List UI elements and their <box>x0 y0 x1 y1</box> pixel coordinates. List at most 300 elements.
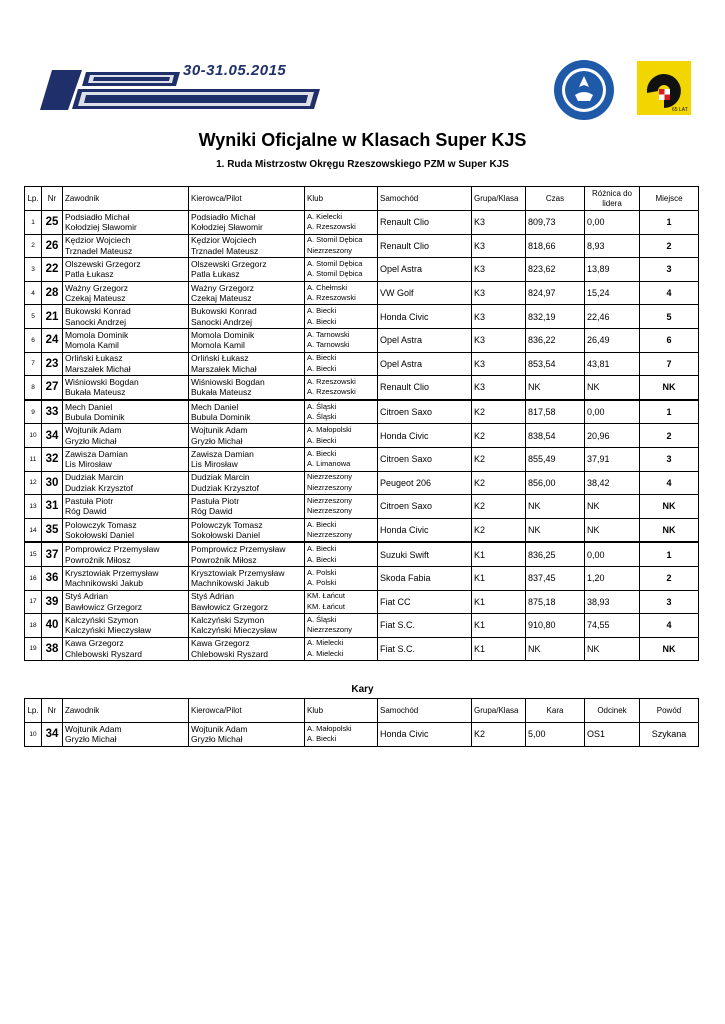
kierowca-codriver: Kołodziej Sławomir <box>191 222 263 233</box>
cell-kierowca <box>189 447 305 471</box>
cell-samochod: Citroen Saxo <box>378 400 472 424</box>
klub-codriver: KM. Łańcut <box>307 601 345 611</box>
cell-czas: 832,19 <box>526 305 585 329</box>
cell-miejsce: 2 <box>640 424 699 448</box>
klub-driver: A. Małopolski <box>307 425 352 435</box>
klub-codriver: Niezrzeszony <box>307 245 353 255</box>
cell-grupa: K3 <box>472 234 526 258</box>
cell-samochod: Honda Civic <box>378 305 472 329</box>
kierowca-codriver: Machnikowski Jakub <box>191 578 269 589</box>
cell-powod: Szykana <box>640 723 699 747</box>
cell-samochod: VW Golf <box>378 281 472 305</box>
event-date: 30-31.05.2015 <box>183 62 287 79</box>
table-row <box>25 424 699 448</box>
cell-roznica: NK <box>585 518 640 542</box>
kierowca-driver: Kalczyński Szymon <box>191 614 265 625</box>
zawodnik-codriver: Chlebowski Ryszard <box>65 648 142 659</box>
klub-driver: A. Rzeszowski <box>307 376 356 386</box>
cell-nr: 30 <box>42 471 63 495</box>
cell-grupa: K2 <box>472 518 526 542</box>
cell-czas: 824,97 <box>526 281 585 305</box>
kierowca-codriver: Momola Kamil <box>191 340 245 351</box>
cell-zawodnik <box>63 447 189 471</box>
cell-grupa: K3 <box>472 258 526 282</box>
klub-driver: A. Biecki <box>307 544 337 554</box>
cell-samochod: Peugeot 206 <box>378 471 472 495</box>
cell-grupa: K3 <box>472 305 526 329</box>
zawodnik-driver: Krysztowiak Przemysław <box>65 567 159 578</box>
klub-driver: A. Biecki <box>307 448 337 458</box>
cell-samochod: Renault Clio <box>378 376 472 400</box>
cell-nr: 22 <box>42 258 63 282</box>
cell-lp: 19 <box>25 637 42 661</box>
col-samochod: Samochód <box>378 187 472 211</box>
cell-grupa: K1 <box>472 566 526 590</box>
results-table <box>24 186 699 661</box>
kierowca-driver: Pastuła Piotr <box>191 495 240 506</box>
cell-samochod: Opel Astra <box>378 328 472 352</box>
page-subtitle: 1. Ruda Mistrzostw Okręgu Rzeszowskiego PZM w Super KJS <box>216 159 509 170</box>
kierowca-codriver: Chlebowski Ryszard <box>191 648 268 659</box>
cell-lp: 5 <box>25 305 42 329</box>
cell-klub <box>305 471 378 495</box>
table-row <box>25 305 699 329</box>
cell-klub <box>305 211 378 235</box>
klub-codriver: A. Rzeszowski <box>307 293 356 303</box>
page-title: Wyniki Oficjalne w Klasach Super KJS <box>198 130 527 150</box>
cell-kierowca <box>189 614 305 638</box>
cell-nr: 24 <box>42 328 63 352</box>
cell-kierowca <box>189 211 305 235</box>
cell-grupa: K3 <box>472 328 526 352</box>
cell-roznica: 37,91 <box>585 447 640 471</box>
cell-nr: 28 <box>42 281 63 305</box>
cell-klub <box>305 495 378 519</box>
col-zawodnik: Zawodnik <box>63 699 189 723</box>
kierowca-codriver: Kalczyński Mieczysław <box>191 625 277 636</box>
zawodnik-codriver: Gryzło Michał <box>65 435 117 446</box>
kierowca-driver: Momola Dominik <box>191 329 255 340</box>
cell-kierowca <box>189 637 305 661</box>
cell-miejsce: NK <box>640 518 699 542</box>
klub-codriver: A. Limanowa <box>307 459 351 469</box>
kierowca-driver: Zawisza Damian <box>191 448 254 459</box>
klub-codriver: A. Rzeszowski <box>307 222 356 232</box>
cell-lp: 11 <box>25 447 42 471</box>
klub-driver: Niezrzeszony <box>307 495 353 505</box>
cell-zawodnik <box>63 542 189 566</box>
col-klub: Klub <box>305 699 378 723</box>
kierowca-driver: Orliński Łukasz <box>191 353 249 364</box>
cell-miejsce: 2 <box>640 566 699 590</box>
kierowca-codriver: Trznadel Mateusz <box>191 245 259 256</box>
cell-zawodnik <box>63 614 189 638</box>
cell-miejsce: NK <box>640 376 699 400</box>
zawodnik-driver: Pomprowicz Przemysław <box>65 544 160 555</box>
cell-nr: 31 <box>42 495 63 519</box>
zawodnik-codriver: Kalczyński Mieczysław <box>65 625 151 636</box>
cell-odcinek: OS1 <box>585 723 640 747</box>
zawodnik-driver: Kawa Grzegorz <box>65 638 124 649</box>
cell-czas: 823,62 <box>526 258 585 282</box>
kierowca-driver: Mech Daniel <box>191 401 239 412</box>
klub-driver: A. Biecki <box>307 519 337 529</box>
klub-driver: A. Tarnowski <box>307 329 350 339</box>
cell-czas: 809,73 <box>526 211 585 235</box>
cell-grupa: K3 <box>472 352 526 376</box>
klub-driver: A. Mielecki <box>307 638 344 648</box>
klub-codriver: A. Biecki <box>307 316 337 326</box>
cell-czas: 836,22 <box>526 328 585 352</box>
kierowca-codriver: Róg Dawid <box>191 506 233 517</box>
klub-driver: A. Stomil Dębica <box>307 235 363 245</box>
cell-miejsce: 7 <box>640 352 699 376</box>
cell-nr: 36 <box>42 566 63 590</box>
table-row <box>25 447 699 471</box>
klub-codriver: Niezrzeszony <box>307 482 353 492</box>
cell-czas: 856,00 <box>526 471 585 495</box>
col-klub: Klub <box>305 187 378 211</box>
cell-lp: 13 <box>25 495 42 519</box>
table-row <box>25 518 699 542</box>
table-row <box>25 637 699 661</box>
col-powod: Powód <box>640 699 699 723</box>
cell-roznica: 43,81 <box>585 352 640 376</box>
zawodnik-driver: Wojtunik Adam <box>65 723 122 734</box>
cell-grupa: K1 <box>472 637 526 661</box>
zawodnik-driver: Wojtunik Adam <box>65 425 122 436</box>
kierowca-codriver: Gryzło Michał <box>191 734 243 745</box>
kierowca-codriver: Czekaj Mateusz <box>191 293 252 304</box>
kierowca-codriver: Gryzło Michał <box>191 435 243 446</box>
cell-grupa: K2 <box>472 424 526 448</box>
klub-codriver: A. Biecki <box>307 554 337 564</box>
cell-miejsce: 3 <box>640 447 699 471</box>
cell-nr: 38 <box>42 637 63 661</box>
cell-grupa: K2 <box>472 723 526 747</box>
cell-klub <box>305 305 378 329</box>
kierowca-codriver: Lis Mirosław <box>191 459 238 470</box>
cell-roznica: 1,20 <box>585 566 640 590</box>
cell-kierowca <box>189 471 305 495</box>
cell-miejsce: 1 <box>640 211 699 235</box>
cell-nr: 27 <box>42 376 63 400</box>
cell-klub <box>305 400 378 424</box>
cell-grupa: K3 <box>472 211 526 235</box>
kierowca-codriver: Bubula Dominik <box>191 412 251 423</box>
cell-zawodnik <box>63 234 189 258</box>
cell-nr: 40 <box>42 614 63 638</box>
cell-roznica: 13,89 <box>585 258 640 282</box>
zawodnik-driver: Momola Dominik <box>65 329 129 340</box>
cell-roznica: 26,49 <box>585 328 640 352</box>
kierowca-driver: Polowczyk Tomasz <box>191 519 263 530</box>
col-nr: Nr <box>42 699 63 723</box>
cell-zawodnik <box>63 328 189 352</box>
cell-grupa: K2 <box>472 400 526 424</box>
col-odcinek: Odcinek <box>585 699 640 723</box>
cell-czas: NK <box>526 376 585 400</box>
cell-miejsce: 1 <box>640 542 699 566</box>
cell-miejsce: 4 <box>640 471 699 495</box>
cell-miejsce: 4 <box>640 281 699 305</box>
cell-grupa: K2 <box>472 495 526 519</box>
cell-roznica: NK <box>585 637 640 661</box>
kierowca-driver: Pomprowicz Przemysław <box>191 544 286 555</box>
kierowca-driver: Krysztowiak Przemysław <box>191 567 285 578</box>
cell-czas: 853,54 <box>526 352 585 376</box>
klub-codriver: A. Mielecki <box>307 648 344 658</box>
cell-miejsce: NK <box>640 495 699 519</box>
table-row <box>25 258 699 282</box>
cell-zawodnik <box>63 566 189 590</box>
klub-codriver: A. Stomil Dębica <box>307 269 363 279</box>
cell-samochod: Opel Astra <box>378 258 472 282</box>
cell-czas: 836,25 <box>526 542 585 566</box>
cell-kierowca <box>189 258 305 282</box>
cell-czas: 818,66 <box>526 234 585 258</box>
klub-driver: A. Stomil Dębica <box>307 258 363 268</box>
table-row <box>25 352 699 376</box>
cell-miejsce: 4 <box>640 614 699 638</box>
cell-miejsce: 3 <box>640 258 699 282</box>
zawodnik-codriver: Sokołowski Daniel <box>65 530 134 541</box>
results-header-row <box>25 187 699 211</box>
cell-kierowca <box>189 518 305 542</box>
cell-samochod: Renault Clio <box>378 234 472 258</box>
kierowca-driver: Bukowski Konrad <box>191 306 257 317</box>
cell-nr: 25 <box>42 211 63 235</box>
cell-roznica: 74,55 <box>585 614 640 638</box>
table-row <box>25 495 699 519</box>
table-row <box>25 723 699 747</box>
zawodnik-codriver: Kołodziej Sławomir <box>65 222 137 233</box>
klub-codriver: A. Tarnowski <box>307 340 350 350</box>
cell-kierowca <box>189 495 305 519</box>
cell-samochod: Opel Astra <box>378 352 472 376</box>
cell-zawodnik <box>63 352 189 376</box>
zawodnik-codriver: Bawłowicz Grzegorz <box>65 601 142 612</box>
cell-roznica: 0,00 <box>585 400 640 424</box>
cell-zawodnik <box>63 400 189 424</box>
cell-klub <box>305 328 378 352</box>
cell-lp: 2 <box>25 234 42 258</box>
col-grupa: Grupa/Klasa <box>472 699 526 723</box>
kierowca-codriver: Powroźnik Miłosz <box>191 554 257 565</box>
table-row <box>25 281 699 305</box>
cell-klub <box>305 518 378 542</box>
cell-lp: 3 <box>25 258 42 282</box>
cell-zawodnik <box>63 258 189 282</box>
cell-lp: 10 <box>25 723 42 747</box>
cell-klub <box>305 258 378 282</box>
cell-samochod: Renault Clio <box>378 211 472 235</box>
zawodnik-driver: Orliński Łukasz <box>65 353 123 364</box>
cell-nr: 37 <box>42 542 63 566</box>
col-grupa: Grupa/Klasa <box>472 187 526 211</box>
cell-kierowca <box>189 234 305 258</box>
klub-codriver: Niezrzeszony <box>307 530 353 540</box>
cell-klub <box>305 566 378 590</box>
cell-miejsce: 5 <box>640 305 699 329</box>
cell-grupa: K1 <box>472 590 526 614</box>
klub-codriver: Niezrzeszony <box>307 506 353 516</box>
col-miejsce: Miejsce <box>640 187 699 211</box>
col-kierowca: Kierowca/Pilot <box>189 699 305 723</box>
cell-kierowca <box>189 305 305 329</box>
table-row <box>25 400 699 424</box>
cell-nr: 33 <box>42 400 63 424</box>
cell-zawodnik <box>63 305 189 329</box>
cell-kierowca <box>189 566 305 590</box>
table-row <box>25 590 699 614</box>
cell-zawodnik <box>63 590 189 614</box>
zawodnik-codriver: Lis Mirosław <box>65 459 112 470</box>
zawodnik-codriver: Dudziak Krzysztof <box>65 482 134 493</box>
zawodnik-driver: Mech Daniel <box>65 401 113 412</box>
klub-driver: A. Śląski <box>307 401 337 411</box>
cell-nr: 35 <box>42 518 63 542</box>
cell-klub <box>305 352 378 376</box>
cell-klub <box>305 424 378 448</box>
col-lp: Lp. <box>25 187 42 211</box>
cell-czas: 817,58 <box>526 400 585 424</box>
cell-lp: 18 <box>25 614 42 638</box>
cell-lp: 8 <box>25 376 42 400</box>
cell-roznica: 38,93 <box>585 590 640 614</box>
cell-miejsce: 1 <box>640 400 699 424</box>
kierowca-codriver: Patla Łukasz <box>191 269 240 280</box>
klub-driver: A. Małopolski <box>307 723 352 733</box>
kierowca-codriver: Sanocki Andrzej <box>191 316 252 327</box>
klub-driver: KM. Łańcut <box>307 591 345 601</box>
klub-codriver: A. Biecki <box>307 734 337 744</box>
col-samochod: Samochód <box>378 699 472 723</box>
cell-nr: 34 <box>42 424 63 448</box>
cell-nr: 34 <box>42 723 63 747</box>
cell-samochod: Citroen Saxo <box>378 495 472 519</box>
col-kierowca: Kierowca/Pilot <box>189 187 305 211</box>
zawodnik-driver: Olszewski Grzegorz <box>65 258 141 269</box>
col-roznica: Różnica do lidera <box>585 187 640 211</box>
cell-zawodnik <box>63 637 189 661</box>
cell-roznica: 0,00 <box>585 542 640 566</box>
zawodnik-codriver: Momola Kamil <box>65 340 119 351</box>
cell-miejsce: 2 <box>640 234 699 258</box>
cell-grupa: K2 <box>472 471 526 495</box>
zawodnik-codriver: Sanocki Andrzej <box>65 316 126 327</box>
cell-klub <box>305 723 378 747</box>
cell-roznica: 20,96 <box>585 424 640 448</box>
cell-kierowca <box>189 590 305 614</box>
cell-miejsce: NK <box>640 637 699 661</box>
cell-kierowca <box>189 542 305 566</box>
kierowca-driver: Kędzior Wojciech <box>191 235 257 246</box>
cell-samochod: Fiat S.C. <box>378 614 472 638</box>
cell-zawodnik <box>63 495 189 519</box>
klub-codriver: A. Biecki <box>307 363 337 373</box>
kierowca-codriver: Dudziak Krzysztof <box>191 482 260 493</box>
klub-driver: A. Polski <box>307 567 337 577</box>
cell-lp: 16 <box>25 566 42 590</box>
cell-samochod: Suzuki Swift <box>378 542 472 566</box>
cell-miejsce: 3 <box>640 590 699 614</box>
klub-driver: A. Biecki <box>307 353 337 363</box>
klub-driver: A. Biecki <box>307 306 337 316</box>
svg-text:65 LAT: 65 LAT <box>672 107 688 113</box>
cell-miejsce: 6 <box>640 328 699 352</box>
klub-codriver: A. Rzeszowski <box>307 387 356 397</box>
zawodnik-driver: Bukowski Konrad <box>65 306 131 317</box>
zawodnik-driver: Styś Adrian <box>65 591 108 602</box>
penalties-table <box>24 698 699 747</box>
cell-nr: 26 <box>42 234 63 258</box>
cell-samochod: Skoda Fabia <box>378 566 472 590</box>
cell-klub <box>305 614 378 638</box>
kierowca-driver: Styś Adrian <box>191 591 234 602</box>
table-row <box>25 614 699 638</box>
table-row <box>25 328 699 352</box>
zawodnik-driver: Kalczyński Szymon <box>65 614 139 625</box>
cell-nr: 32 <box>42 447 63 471</box>
col-lp: Lp. <box>25 699 42 723</box>
cell-kierowca <box>189 723 305 747</box>
zawodnik-driver: Pastuła Piotr <box>65 495 114 506</box>
col-kara: Kara <box>526 699 585 723</box>
kierowca-driver: Wiśniowski Bogdan <box>191 376 265 387</box>
cell-czas: NK <box>526 637 585 661</box>
cell-czas: 910,80 <box>526 614 585 638</box>
col-zawodnik: Zawodnik <box>63 187 189 211</box>
cell-zawodnik <box>63 211 189 235</box>
zawodnik-codriver: Machnikowski Jakub <box>65 578 143 589</box>
cell-kierowca <box>189 352 305 376</box>
cell-grupa: K1 <box>472 614 526 638</box>
cell-zawodnik <box>63 723 189 747</box>
penalties-title: Kary <box>351 684 374 695</box>
cell-klub <box>305 234 378 258</box>
cell-lp: 10 <box>25 424 42 448</box>
klub-codriver: A. Biecki <box>307 435 337 445</box>
table-row <box>25 376 699 400</box>
cell-roznica: 0,00 <box>585 211 640 235</box>
cell-samochod: Honda Civic <box>378 723 472 747</box>
cell-roznica: 8,93 <box>585 234 640 258</box>
cell-kierowca <box>189 328 305 352</box>
cell-nr: 39 <box>42 590 63 614</box>
cell-roznica: NK <box>585 495 640 519</box>
zawodnik-codriver: Trznadel Mateusz <box>65 245 133 256</box>
zawodnik-driver: Podsiadło Michał <box>65 211 130 222</box>
zawodnik-codriver: Czekaj Mateusz <box>65 293 126 304</box>
table-row <box>25 234 699 258</box>
kierowca-driver: Podsiadło Michał <box>191 211 256 222</box>
cell-zawodnik <box>63 471 189 495</box>
cell-samochod: Honda Civic <box>378 424 472 448</box>
zawodnik-codriver: Róg Dawid <box>65 506 107 517</box>
cell-kierowca <box>189 400 305 424</box>
klub-driver: A. Chełmski <box>307 282 348 292</box>
kierowca-codriver: Bukała Mateusz <box>191 387 252 398</box>
penalties-header-row <box>25 699 699 723</box>
col-nr: Nr <box>42 187 63 211</box>
table-row <box>25 471 699 495</box>
zawodnik-codriver: Marszałek Michał <box>65 363 131 374</box>
cell-zawodnik <box>63 518 189 542</box>
klub-codriver: Niezrzeszony <box>307 625 353 635</box>
zawodnik-driver: Zawisza Damian <box>65 448 128 459</box>
cell-lp: 4 <box>25 281 42 305</box>
